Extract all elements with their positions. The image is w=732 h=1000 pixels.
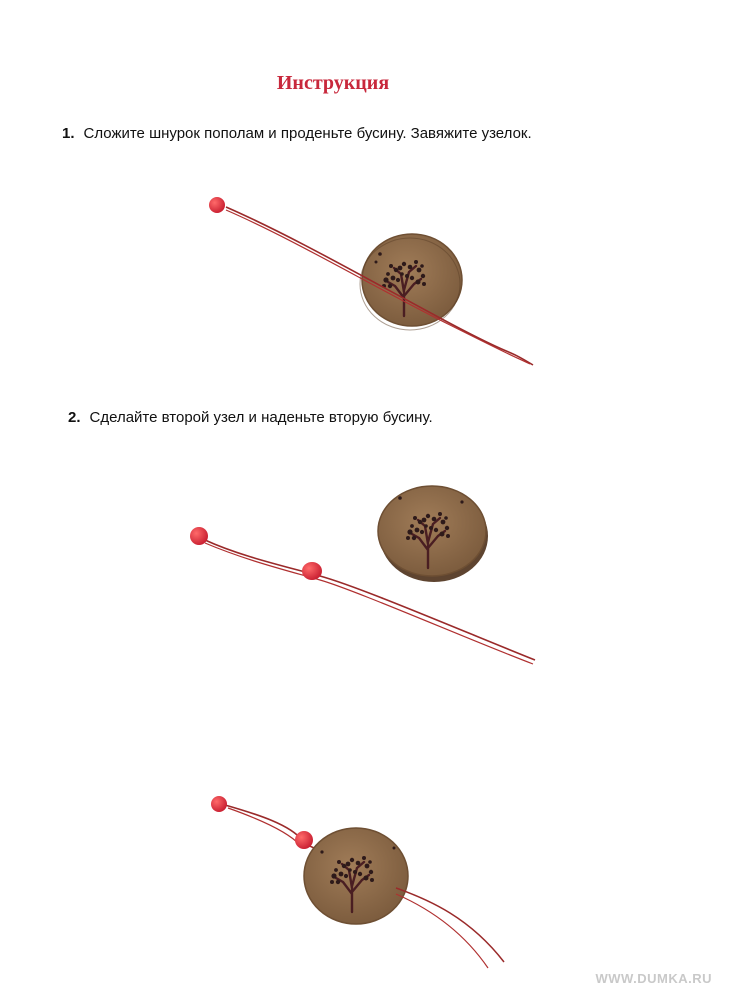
cord-2	[205, 540, 535, 660]
watermark: WWW.DUMKA.RU	[595, 971, 712, 986]
step-2-number: 2.	[68, 409, 81, 426]
step-2-text: Сделайте второй узел и наденьте вторую бусину.	[89, 409, 433, 426]
step-1-text: Сложите шнурок пополам и проденьте бусину. Завяжите узелок.	[83, 125, 532, 142]
bead-1	[209, 197, 225, 213]
bead-3a	[211, 796, 227, 812]
page-title: Инструкция	[276, 72, 390, 94]
bead-2b	[302, 562, 322, 580]
cord-1	[226, 207, 533, 365]
bead-3b	[295, 831, 313, 849]
photo-step-1	[209, 197, 533, 365]
photo-step-3	[211, 796, 504, 968]
bead-2a	[190, 527, 208, 545]
photo-step-2	[190, 486, 535, 664]
step-1-number: 1.	[62, 125, 75, 142]
